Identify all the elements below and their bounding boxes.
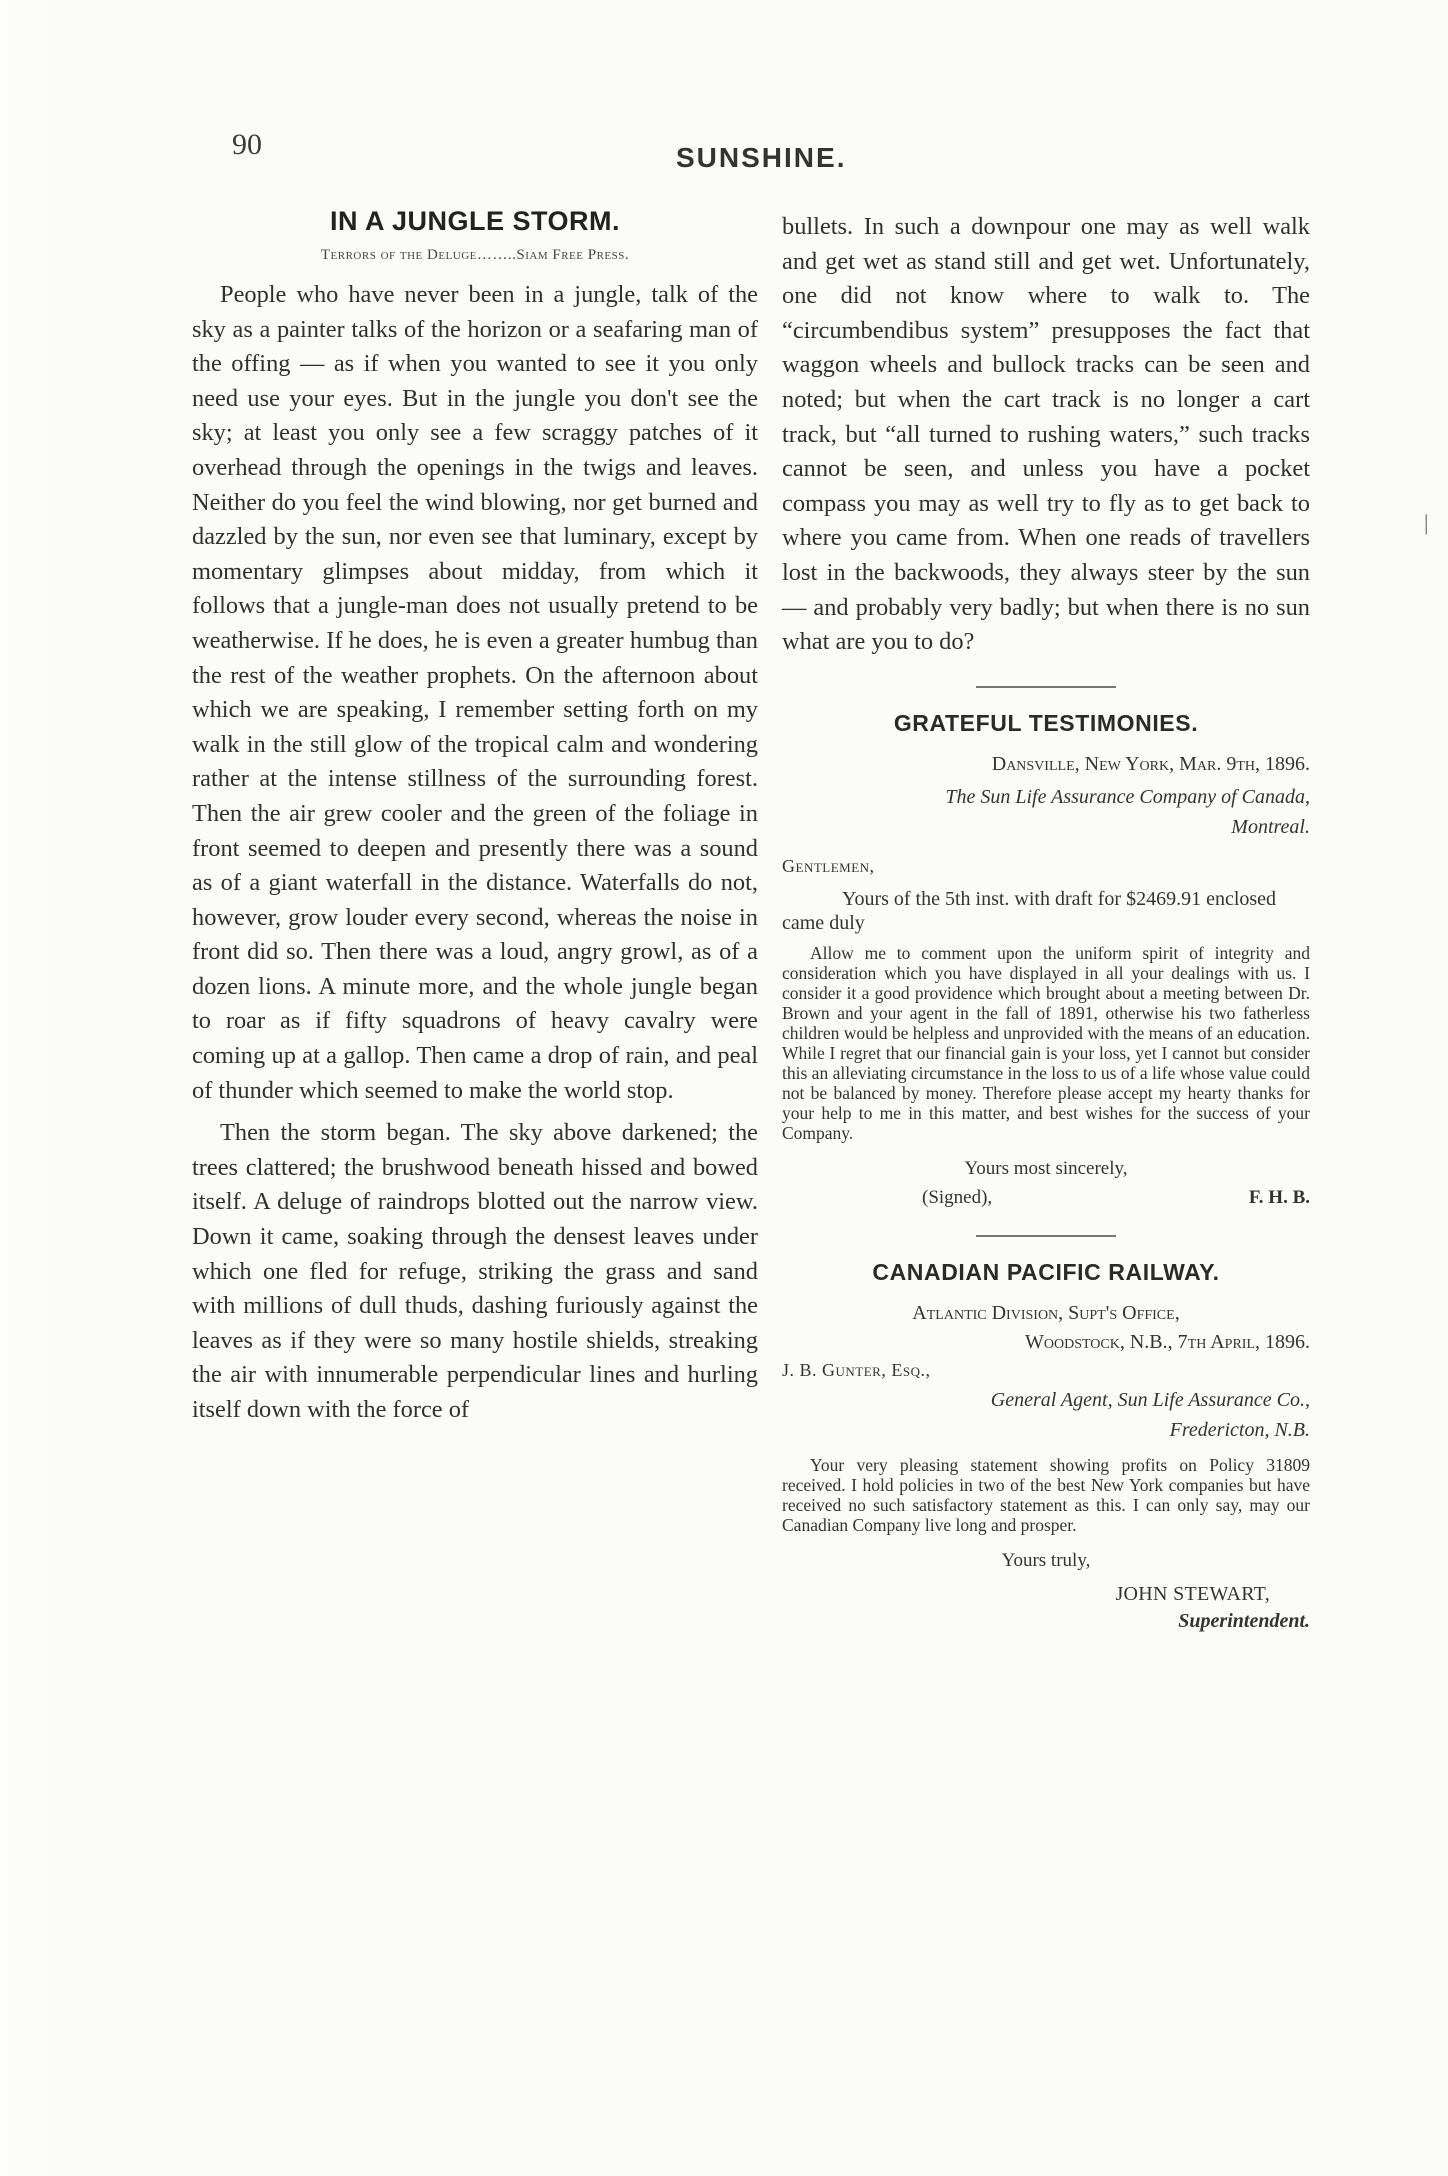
letter-body-paragraph: Allow me to comment upon the uniform spirit of integrity and consideration which you have displayed in all your dealings with us. I consider it a good providence which brought about a meeting between Dr. Brown and your agent in the fall of 1891, otherwise his two fatherless children would be helpless and unprovided with the means of an education. While I regret that our financial gain is your loss, yet I cannot but consider this an alleviating circumstance in the loss to us of a life whose value could not be balanced by money. Therefore please accept my hearty thanks for your help to me in this matter, and best wishes for the success of your Company. xyxy=(782,942,1310,1143)
jungle-article-continuation xyxy=(782,210,1310,660)
letter-dateline: Dansville, New York, Mar. 9th, 1896. xyxy=(991,752,1310,775)
running-head: SUNSHINE. xyxy=(676,142,847,173)
railway-letter-body xyxy=(782,1455,1310,1535)
letter-signer-initials: F. H. B. xyxy=(1248,1186,1310,1208)
section-divider-rule xyxy=(976,686,1116,688)
railway-signature-name: JOHN STEWART, xyxy=(1115,1582,1270,1605)
letter-addressee-city: Montreal. xyxy=(1231,815,1310,838)
letter-body xyxy=(782,943,1310,1143)
letter-closing: Yours most sincerely, xyxy=(964,1157,1128,1179)
railway-letter-paragraph: Your very pleasing statement showing profits on Policy 31809 received. I hold policies in two of the best New York companies but have received no such satisfactory statement as this. I can only say, may our Canadian Company live long and prosper. xyxy=(782,1454,1310,1535)
letter-signed-label: (Signed), xyxy=(922,1186,993,1208)
railway-office-line: Atlantic Division, Supt's Office, xyxy=(912,1301,1180,1324)
margin-mark: | xyxy=(1424,510,1429,535)
left-column xyxy=(192,200,758,1428)
railway-dateline: Woodstock, N.B., 7th April, 1896. xyxy=(1025,1330,1310,1353)
railway-recipient-city: Fredericton, N.B. xyxy=(1169,1418,1310,1441)
section-title-testimonies: GRATEFUL TESTIMONIES. xyxy=(893,709,1199,736)
railway-recipient: J. B. Gunter, Esq., xyxy=(782,1359,931,1380)
railway-closing: Yours truly, xyxy=(1001,1549,1091,1571)
article-source-line: Terrors of the Deluge……..Siam Free Press. xyxy=(320,247,630,263)
jungle-paragraph: People who have never been in a jungle, talk of the sky as a painter talks of the horizon or a seafaring man of the offing — as if when you wanted to see it you only need use your eyes. But in the jungle you don't see the sky; at least you only see a few scraggy patches of it overhead through the openings in the twigs and leaves. Neither do you feel the wind blowing, nor get burned and dazzled by the sun, nor even see that luminary, except by momentary glimpses about midday, from which it follows that a jungle-man does not usually pretend to be weatherwise. If he does, he is even a greater humbug than the rest of the weather prophets. On the afternoon about which we are speaking, I remember setting forth on my walk in the still glow of the tropical calm and wondering rather at the intense stillness of the surrounding forest. Then the air grew cooler and the green of the foliage in front seemed to deepen and presently there was a sound as of a giant waterfall in the distance. Waterfalls do not, however, grow louder every second, whereas the noise in front did so. Then there was a loud, angry growl, as of a dozen lions. A minute more, and the whole jungle began to roar as if fifty squadrons of heavy cavalry were coming up at a gallop. Then came a drop of rain, and peal of thunder which seemed to make the world stop. xyxy=(192,281,758,1104)
scan-shadow-edge xyxy=(0,0,60,2176)
letter-lead-paragraph: Yours of the 5th inst. with draft for $2469.91 enclosed came duly xyxy=(782,887,1277,934)
section-divider-rule xyxy=(976,1235,1116,1237)
right-column xyxy=(782,210,1310,1633)
jungle-continuation-paragraph: bullets. In such a downpour one may as well walk and get wet as stand still and get wet. Unfortunately, one did not know where to walk to. The “circumbendibus system” presupposes the fact that waggon wheels and bullock tracks can be seen and noted; but when the cart track is no longer a cart track, but “all turned to rushing waters,” such tracks cannot be seen, and unless you have a pocket compass you may as well try to fly as to get back to where you came from. When one reads of travellers lost in the backwoods, they always steer by the sun — and probably very badly; but when there is no sun what are you to do? xyxy=(782,213,1310,656)
railway-signature-title: Superintendent. xyxy=(1178,1609,1310,1632)
section-title-railway: CANADIAN PACIFIC RAILWAY. xyxy=(872,1258,1220,1285)
jungle-article-body xyxy=(192,278,758,1428)
article-title-jungle-storm: IN A JUNGLE STORM. xyxy=(329,206,621,236)
jungle-paragraph: Then the storm began. The sky above darkened; the trees clattered; the brushwood beneath hissed and bowed itself. A deluge of raindrops blotted out the narrow view. Down it came, soaking through the densest leaves under which one fled for refuge, striking the grass and sand with millions of dull thuds, dashing furiously against the leaves as if they were so many hostile shields, streaking the air with innumerable perpendicular lines and hurling itself down with the force of xyxy=(192,1119,758,1423)
letter-salutation: Gentlemen, xyxy=(782,855,875,876)
railway-recipient-title: General Agent, Sun Life Assurance Co., xyxy=(990,1388,1310,1411)
letter-addressee: The Sun Life Assurance Company of Canada, xyxy=(945,785,1310,808)
letter-signature-row xyxy=(782,1187,1310,1209)
page-number: 90 xyxy=(232,128,262,161)
